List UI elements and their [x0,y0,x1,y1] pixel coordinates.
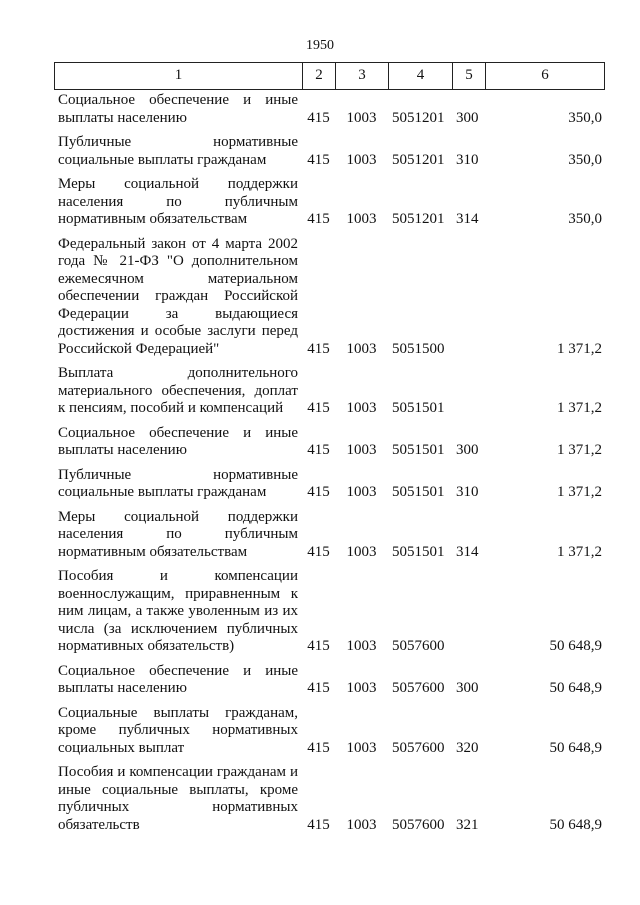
row-code-2: 415 [307,400,330,416]
row-name: Меры социальной поддержки населения по публичным нормативным обязательствам [58,176,298,227]
row-name: Социальное обеспечение и иные выплаты населению [58,662,298,696]
row-code-2: 415 [307,151,330,168]
row-code-5 [452,365,485,425]
row-amount: 1 371,2 [557,442,602,458]
row-code-3: 1003 [346,442,377,458]
row-code-3: 1003 [346,638,377,654]
row-name: Пособия и компенсации гражданам и иные социальные выплаты, кроме публичных нормативных обязательств [58,764,298,833]
table-row [54,467,604,509]
table-row [54,509,604,569]
column-header-1: 1 [55,63,303,90]
row-code-3: 1003 [346,109,377,126]
row-code-4: 5051500 [392,340,445,357]
table-row [54,764,604,841]
row-code-3: 1003 [346,400,377,416]
row-code-3: 1003 [346,680,377,696]
row-code-4: 5051201 [392,151,445,168]
row-code-3: 1003 [346,484,377,500]
row-name: Меры социальной поддержки населения по публичным нормативным обязательствам [58,508,298,560]
row-code-5: 300 [456,680,479,696]
row-code-4: 5051201 [392,211,445,227]
row-code-3: 1003 [346,151,377,168]
row-code-2: 415 [307,680,330,696]
row-code-2: 415 [307,340,330,357]
column-header-6: 6 [486,63,605,90]
row-code-3: 1003 [346,739,377,756]
row-amount: 50 648,9 [549,739,602,756]
row-name: Социальное обеспечение и иные выплаты населению [58,92,298,126]
row-code-3: 1003 [346,211,377,227]
row-name: Публичные нормативные социальные выплаты гражданам [58,466,298,500]
row-code-5: 314 [456,543,479,560]
column-header-table [54,62,605,90]
row-code-5: 320 [456,739,479,756]
row-code-2: 415 [307,816,330,833]
row-code-5: 321 [456,816,479,833]
row-code-4: 5057600 [392,680,445,696]
row-code-5: 300 [456,109,479,126]
column-header-4: 4 [389,63,453,90]
row-code-3: 1003 [346,816,377,833]
column-header-row [55,63,605,90]
row-amount: 50 648,9 [549,638,602,654]
row-code-4: 5057600 [392,638,445,654]
table-row [54,365,604,425]
table-row [54,134,604,176]
row-code-4: 5051501 [392,543,445,560]
row-code-3: 1003 [346,340,377,357]
table-row [54,236,604,366]
row-code-2: 415 [307,739,330,756]
column-header-2: 2 [303,63,336,90]
table-row [54,663,604,705]
row-code-2: 415 [307,543,330,560]
row-code-4: 5051501 [392,400,445,416]
row-name: Выплата дополнительного материального обеспечения, доплат к пенсиям, пособий и компенсаций [58,365,298,416]
row-name: Социальное обеспечение и иные выплаты населению [58,424,298,458]
table-row [54,176,604,236]
budget-table [54,92,604,841]
row-code-4: 5057600 [392,816,445,833]
row-code-2: 415 [307,211,330,227]
row-amount: 50 648,9 [549,816,602,833]
row-code-5 [452,236,485,366]
row-code-2: 415 [307,442,330,458]
table-row [54,425,604,467]
row-code-5: 314 [456,211,479,227]
row-code-4: 5051201 [392,109,445,126]
row-code-4: 5051501 [392,442,445,458]
row-amount: 1 371,2 [557,340,602,357]
row-code-5: 300 [456,442,479,458]
column-header-5: 5 [453,63,486,90]
row-amount: 350,0 [568,151,602,168]
row-code-2: 415 [307,638,330,654]
row-name: Социальные выплаты гражданам, кроме публичных нормативных социальных выплат [58,704,298,756]
row-code-3: 1003 [346,543,377,560]
row-name: Пособия и компенсации военнослужащим, приравненным к ним лицам, а также уволенным из их числа (за исключением публичных нормативных обязательств) [58,568,298,654]
row-amount: 350,0 [568,211,602,227]
row-code-5: 310 [456,151,479,168]
row-amount: 1 371,2 [557,484,602,500]
row-amount: 1 371,2 [557,543,602,560]
row-amount: 1 371,2 [557,400,602,416]
row-code-5: 310 [456,484,479,500]
column-header-3: 3 [336,63,389,90]
page-number: 1950 [306,38,334,53]
table-row [54,705,604,765]
table-row [54,92,604,134]
row-code-5 [452,568,485,663]
table-row [54,568,604,663]
row-amount: 350,0 [568,109,602,126]
row-name: Федеральный закон от 4 марта 2002 года № 21-ФЗ "О дополнительном ежемесячном материальном обеспечении граждан Российской Федерации за выдающиеся достижения и особые заслуги перед Российской Федерацией" [58,235,298,357]
row-code-4: 5051501 [392,484,445,500]
row-code-4: 5057600 [392,739,445,756]
row-code-2: 415 [307,484,330,500]
row-name: Публичные нормативные социальные выплаты гражданам [58,134,298,168]
row-code-2: 415 [307,109,330,126]
row-amount: 50 648,9 [549,680,602,696]
